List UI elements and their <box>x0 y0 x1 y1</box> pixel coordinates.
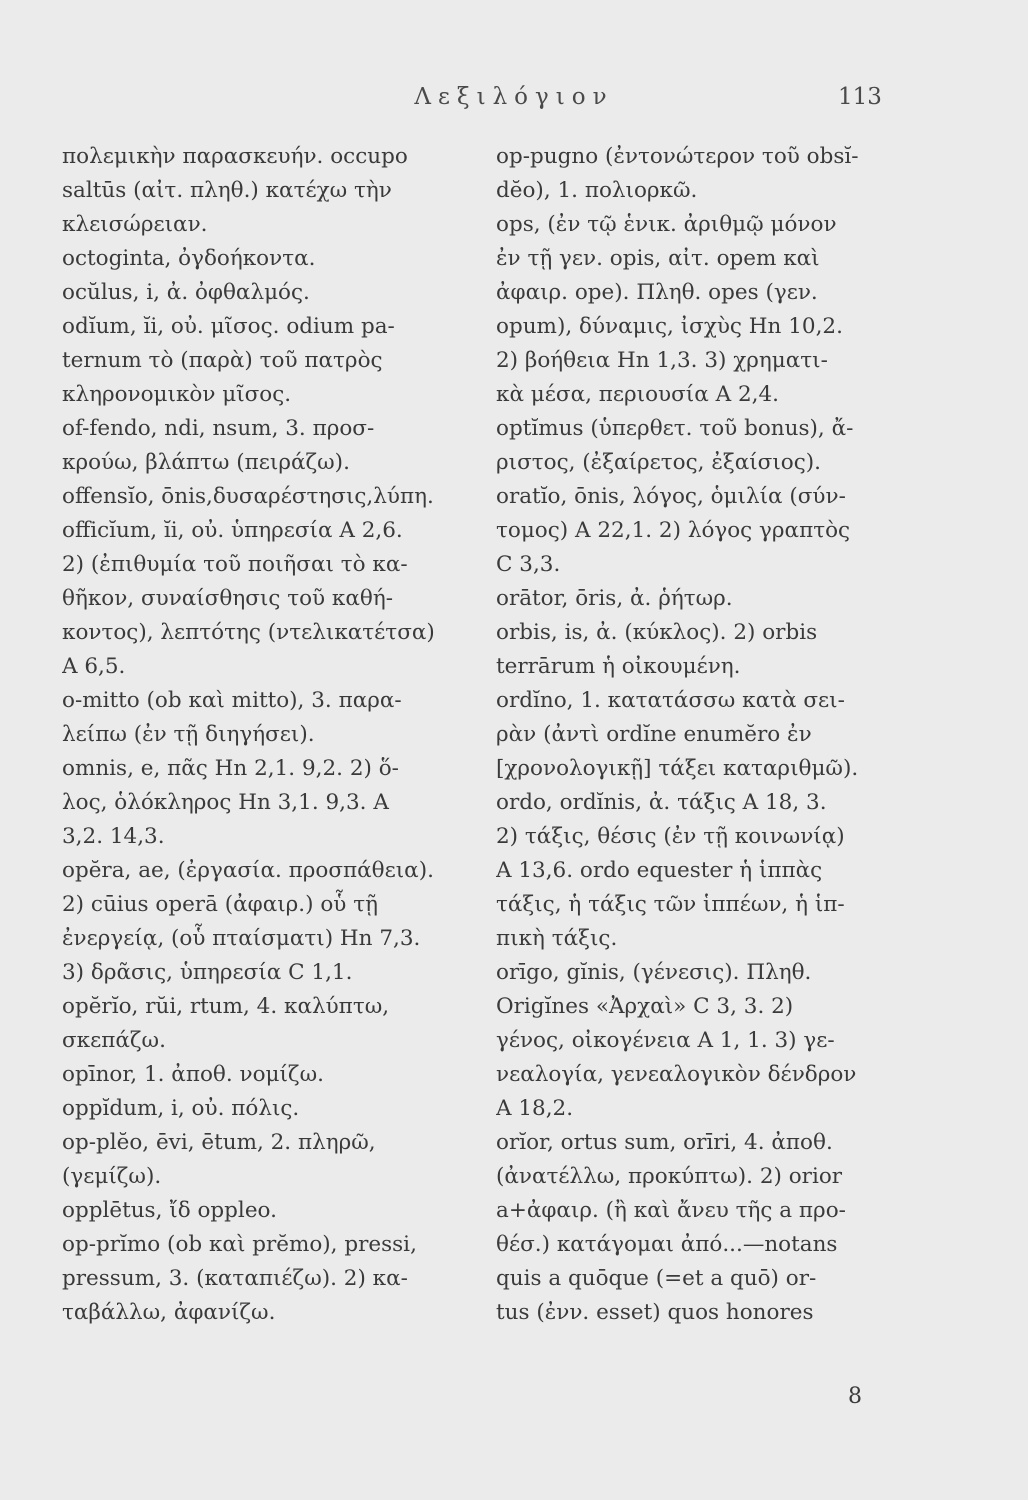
dictionary-line: orĭor, ortus sum, orīri, 4. ἀποθ. <box>496 1130 833 1155</box>
dictionary-line: πικὴ τάξις. <box>496 926 618 951</box>
dictionary-line: 3) δρᾶσις, ὑπηρεσία C 1,1. <box>62 960 353 985</box>
dictionary-line: orbis, is, ἀ. (κύκλος). 2) orbis <box>496 620 818 645</box>
printer-signature: 8 <box>848 1384 862 1409</box>
right-column <box>496 140 906 1330</box>
dictionary-line: θῆκον, συναίσθησις τοῦ καθή- <box>62 586 393 611</box>
dictionary-line: C 3,3. <box>496 552 561 577</box>
running-title: Λεξιλόγιον <box>414 84 614 110</box>
dictionary-line: terrārum ἡ οἰκουμένη. <box>496 654 741 679</box>
dictionary-line: o-mitto (ob καὶ mitto), 3. παρα- <box>62 688 402 713</box>
dictionary-line: op-plĕo, ēvi, ētum, 2. πληρῶ, <box>62 1130 376 1155</box>
dictionary-line: tus (ἐνν. esset) quos honores <box>496 1300 814 1325</box>
dictionary-line: λος, ὁλόκληρος Hn 3,1. 9,3. A <box>62 790 389 815</box>
dictionary-line: oppĭdum, i, οὐ. πόλις. <box>62 1096 300 1121</box>
dictionary-line: Α 13,6. ordo equester ἡ ἱππὰς <box>496 858 823 883</box>
dictionary-line: Α 6,5. <box>62 654 126 679</box>
dictionary-line: omnis, e, πᾶς Hn 2,1. 9,2. 2) ὅ- <box>62 756 399 781</box>
dictionary-line: a+ἀφαιρ. (ἢ καὶ ἄνευ τῆς a προ- <box>496 1198 846 1223</box>
dictionary-line: quis a quōque (=et a quō) or- <box>496 1266 817 1291</box>
dictionary-line: opīnor, 1. ἀποθ. νομίζω. <box>62 1062 324 1087</box>
dictionary-line: ordo, ordĭnis, ἀ. τάξις Α 18, 3. <box>496 790 827 815</box>
dictionary-line: of-fendo, ndi, nsum, 3. προσ- <box>62 416 375 441</box>
page-number: 113 <box>838 84 882 110</box>
dictionary-line: ἐνεργείᾳ, (οὗ πταίσματι) Hn 7,3. <box>62 926 421 951</box>
dictionary-line: κοντος), λεπτότης (ντελικατέτσα) <box>62 620 435 645</box>
dictionary-line: κὰ μέσα, περιουσία Α 2,4. <box>496 382 779 407</box>
dictionary-line: θέσ.) κατάγομαι ἀπό...—notans <box>496 1232 838 1257</box>
dictionary-line: 2) βοήθεια Hn 1,3. 3) χρηματι- <box>496 348 828 373</box>
dictionary-line: Origĭnes «Ἀρχαὶ» C 3, 3. 2) <box>496 994 794 1019</box>
dictionary-line: op-pugno (ἐντονώτερον τοῦ obsĭ- <box>496 144 859 169</box>
dictionary-line: ἐν τῇ γεν. opis, αἰτ. opem καὶ <box>496 246 820 271</box>
dictionary-line: offensĭo, ōnis,δυσαρέστησις,λύπη. <box>62 484 434 509</box>
dictionary-line: κληρονομικὸν μῖσος. <box>62 382 292 407</box>
dictionary-line: opĕra, ae, (ἐργασία. προσπάθεια). <box>62 858 434 883</box>
dictionary-line: (γεμίζω). <box>62 1164 162 1189</box>
dictionary-line: ocŭlus, i, ἀ. ὀφθαλμός. <box>62 280 310 305</box>
dictionary-line: dĕo), 1. πολιορκῶ. <box>496 178 698 203</box>
dictionary-line: 2) τάξις, θέσις (ἐν τῇ κοινωνίᾳ) <box>496 824 845 849</box>
dictionary-line: 2) cūius operā (ἀφαιρ.) οὗ τῇ <box>62 892 378 917</box>
dictionary-line: op-prĭmo (ob καὶ prĕmo), pressi, <box>62 1232 417 1257</box>
dictionary-line: (ἀνατέλλω, προκύπτω). 2) orior <box>496 1164 843 1189</box>
dictionary-line: σκεπάζω. <box>62 1028 166 1053</box>
dictionary-line: 2) (ἐπιθυμία τοῦ ποιῆσαι τὸ κα- <box>62 552 408 577</box>
dictionary-line: odĭum, ĭi, οὐ. μῖσος. odium pa- <box>62 314 395 339</box>
dictionary-line: oratĭo, ōnis, λόγος, ὁμιλία (σύν- <box>496 484 846 509</box>
dictionary-line: orīgo, gĭnis, (γένεσις). Πληθ. <box>496 960 812 985</box>
dictionary-line: κλεισώρειαν. <box>62 212 208 237</box>
dictionary-line: Α 18,2. <box>496 1096 574 1121</box>
dictionary-line: octoginta, ὀγδοήκοντα. <box>62 246 316 271</box>
dictionary-line: ordĭno, 1. κατατάσσω κατὰ σει- <box>496 688 845 713</box>
dictionary-line: opĕrĭo, rŭi, rtum, 4. καλύπτω, <box>62 994 390 1019</box>
dictionary-line: νεαλογία, γενεαλογικὸν δένδρον <box>496 1062 857 1087</box>
dictionary-line: optĭmus (ὑπερθετ. τοῦ bonus), ἄ- <box>496 416 854 441</box>
dictionary-line: ταβάλλω, ἀφανίζω. <box>62 1300 276 1325</box>
dictionary-line: τάξις, ἡ τάξις τῶν ἱππέων, ἡ ἱπ- <box>496 892 845 917</box>
dictionary-line: 3,2. 14,3. <box>62 824 165 849</box>
dictionary-line: officĭum, ĭi, οὐ. ὑπηρεσία Α 2,6. <box>62 518 403 543</box>
dictionary-line: orātor, ōris, ἀ. ῥήτωρ. <box>496 586 733 611</box>
dictionary-line: ops, (ἐν τῷ ἑνικ. ἀριθμῷ μόνον <box>496 212 837 237</box>
left-column <box>62 140 467 1330</box>
dictionary-line: pressum, 3. (καταπιέζω). 2) κα- <box>62 1266 408 1291</box>
dictionary-line: γένος, οἰκογένεια Α 1, 1. 3) γε- <box>496 1028 835 1053</box>
dictionary-line: opum), δύναμις, ἰσχὺς Hn 10,2. <box>496 314 843 339</box>
dictionary-line: ριστος, (ἐξαίρετος, ἐξαίσιος). <box>496 450 821 475</box>
dictionary-line: ἀφαιρ. ope). Πληθ. opes (γεν. <box>496 280 818 305</box>
dictionary-line: saltūs (αἰτ. πληθ.) κατέχω τὴν <box>62 178 392 203</box>
dictionary-line: λείπω (ἐν τῇ διηγήσει). <box>62 722 315 747</box>
dictionary-line: [χρονολογικῇ] τάξει καταριθμῶ). <box>496 756 859 781</box>
dictionary-line: ρὰν (ἀντὶ ordĭne enumĕro ἐν <box>496 722 812 747</box>
dictionary-line: ternum τὸ (παρὰ) τοῦ πατρὸς <box>62 348 383 373</box>
dictionary-line: πολεμικὴν παρασκευήν. occupo <box>62 144 408 169</box>
dictionary-line: opplētus, ἴδ oppleo. <box>62 1198 277 1223</box>
dictionary-line: τομος) Α 22,1. 2) λόγος γραπτὸς <box>496 518 851 543</box>
dictionary-line: κρούω, βλάπτω (πειράζω). <box>62 450 350 475</box>
